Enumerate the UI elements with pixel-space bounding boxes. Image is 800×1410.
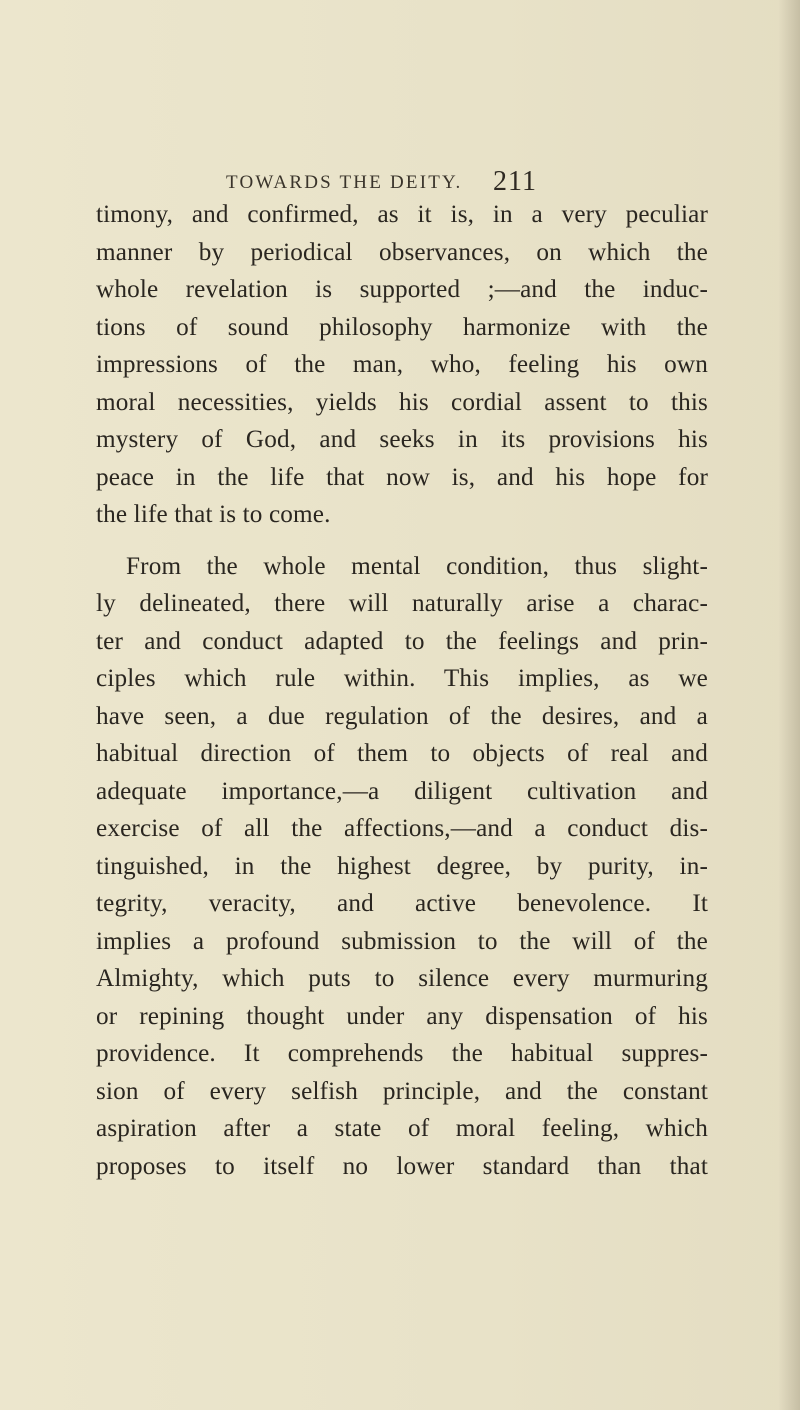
text-line: implies a profound submission to the will of the	[96, 927, 708, 955]
text-line: exercise of all the affections,—and a conduct dis-	[96, 815, 708, 842]
text-line: providence. It comprehends the habitual suppres-	[96, 1040, 708, 1067]
text-line: tinguished, in the highest degree, by purity, in-	[96, 852, 708, 880]
text-line: tegrity, veracity, and active benevolence. It	[96, 890, 708, 917]
text-line: moral necessities, yields his cordial assent to this	[96, 388, 708, 416]
text-line: habitual direction of them to objects of real and	[96, 740, 708, 767]
text-line: proposes to itself no lower standard than that	[96, 1152, 708, 1180]
page-edge-shadow	[778, 0, 800, 1410]
text-line: ciples which rule within. This implies, as we	[96, 665, 708, 692]
paragraph	[96, 196, 708, 534]
text-line: aspiration after a state of moral feeling, which	[96, 1115, 708, 1142]
text-line: adequate importance,—a diligent cultivation and	[96, 777, 708, 805]
text-line: tions of sound philosophy harmonize with the	[96, 313, 708, 341]
text-line: peace in the life that now is, and his hope for	[96, 463, 708, 491]
page-header	[0, 168, 800, 198]
page-number: 211	[493, 166, 537, 197]
text-line: Almighty, which puts to silence every murmuring	[96, 965, 708, 992]
text-line: impressions of the man, who, feeling his own	[96, 351, 708, 378]
text-line: whole revelation is supported ;—and the induc-	[96, 276, 708, 303]
text-line: From the whole mental condition, thus slight-	[126, 552, 708, 580]
text-line: ter and conduct adapted to the feelings and prin-	[96, 627, 708, 655]
text-line: ly delineated, there will naturally arise a charac-	[96, 590, 708, 617]
running-head: TOWARDS THE DEITY.	[226, 172, 463, 193]
text-line: have seen, a due regulation of the desires, and a	[96, 702, 708, 730]
paragraph	[96, 548, 708, 1186]
text-line: timony, and confirmed, as it is, in a very peculiar	[96, 201, 708, 228]
text-line: manner by periodical observances, on which the	[96, 238, 708, 266]
paragraph-gap	[96, 534, 708, 548]
text-line: or repining thought under any dispensation of his	[96, 1002, 708, 1030]
text-line: mystery of God, and seeks in its provisions his	[96, 426, 708, 453]
body-text	[96, 196, 708, 1185]
text-line: sion of every selfish principle, and the constant	[96, 1077, 708, 1105]
text-line: the life that is to come.	[96, 501, 331, 528]
